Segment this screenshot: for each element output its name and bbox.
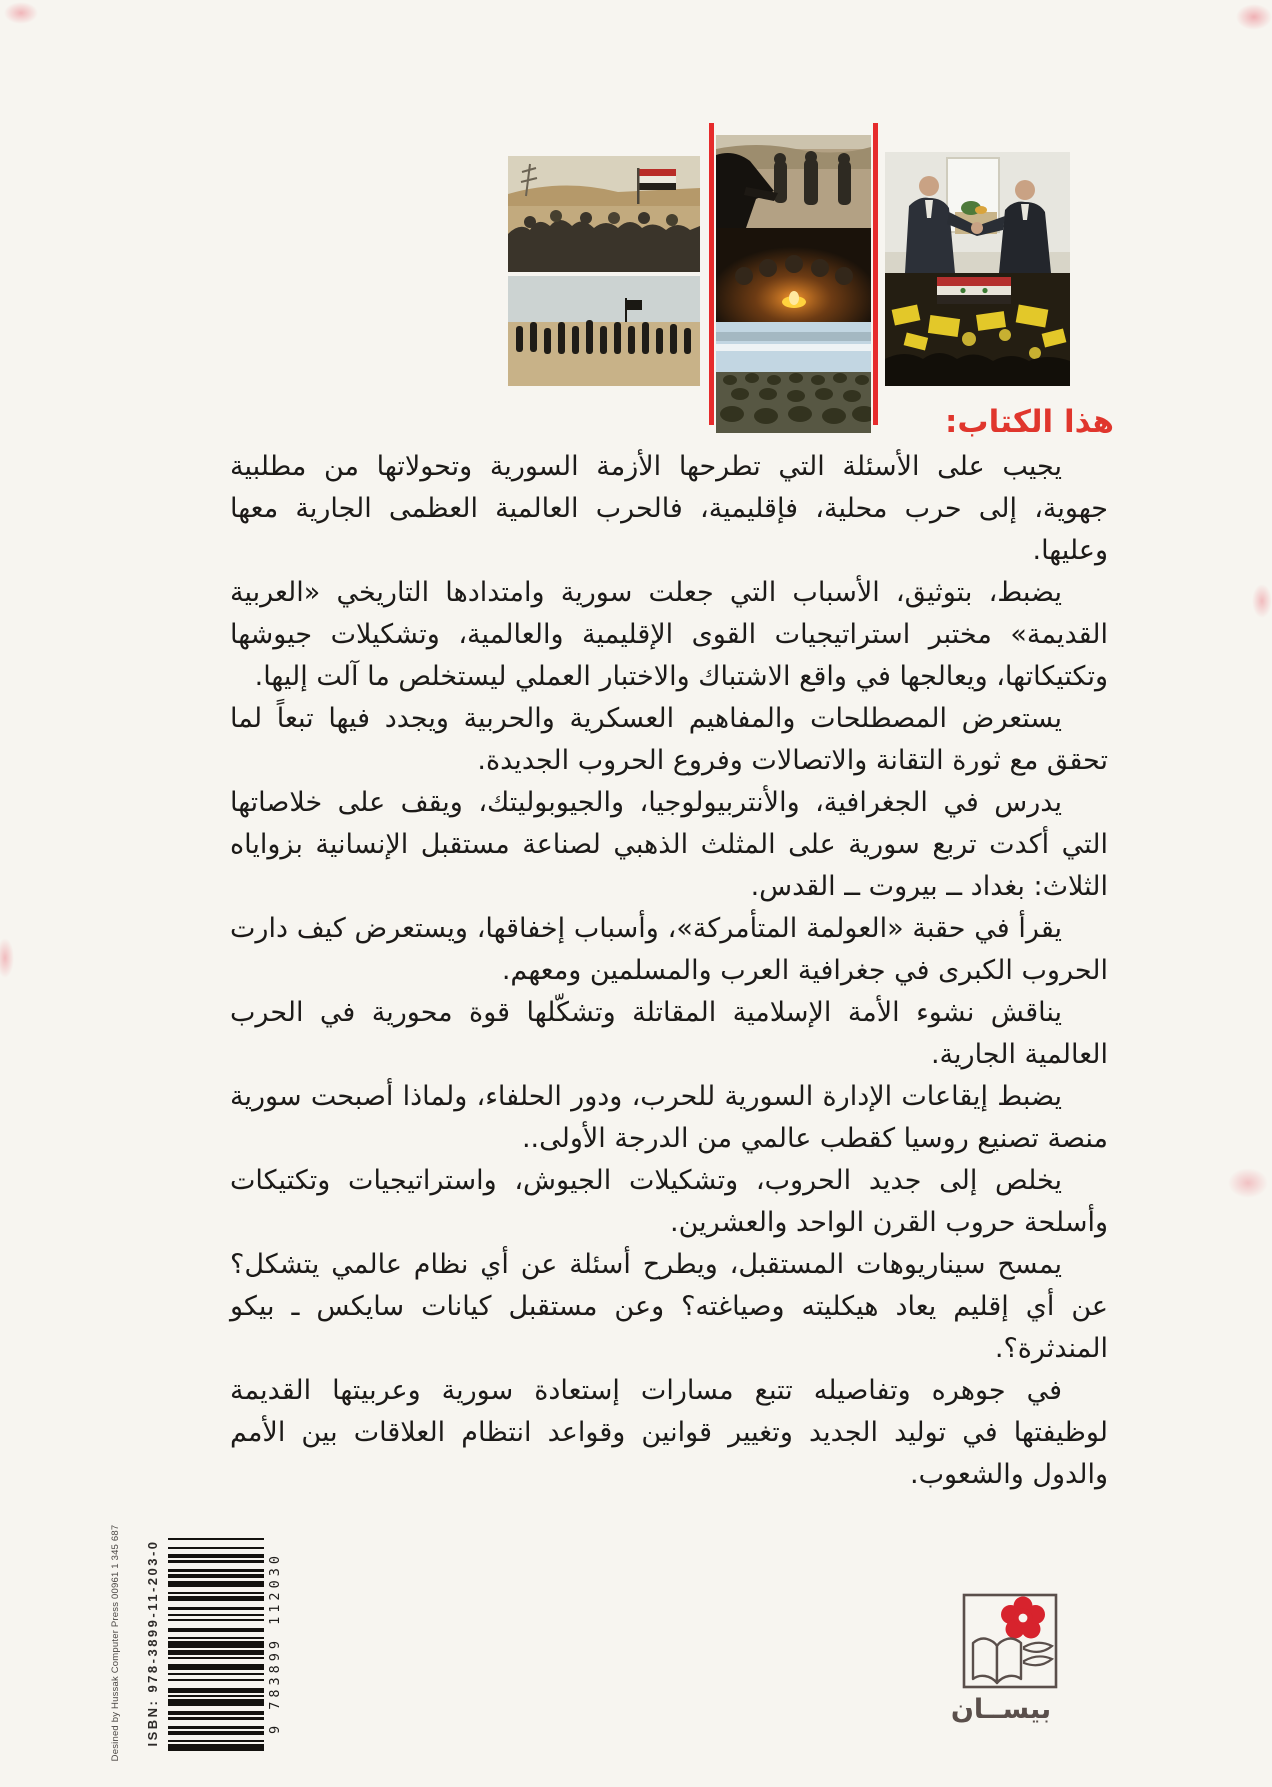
book-description-paragraph: يضبط إيقاعات الإدارة السورية للحرب، ودور الحلفاء، ولماذا أصبحت سورية منصة تصنيع روسيا كقطب عالمي من الدرجة الأولى.. [230,1081,1108,1154]
flower-icon [1001,1597,1045,1639]
book-description-paragraph: يناقش نشوء الأمة الإسلامية المقاتلة وتشكّلها قوة محورية في الحرب العالمية الجارية. [230,997,1108,1070]
national-flag-icon [937,277,1011,304]
army-formation-photo [716,322,871,433]
scan-smudge [1236,4,1272,30]
barcode-block [102,1508,302,1778]
designer-credit: Desined by Hussak Computer Press 00961 1 345 687 [110,1524,121,1762]
soldiers-field-photo [716,135,871,228]
book-description-paragraph: يستعرض المصطلحات والمفاهيم العسكرية والحربية ويجدد فيها تبعاً لما تحقق مع ثورة التقانة والاتصالات وفروع الحروب الجديدة. [230,703,1108,776]
red-divider-left [709,123,714,425]
book-description-paragraph: في جوهره وتفاصيله تتبع مسارات إستعادة سورية وعربيتها القديمة لوظيفتها في توليد الجديد وتغيير قوانين وقواعد انتظام العلاقات بين الأمم والدول والشعوب. [230,1375,1108,1490]
leaves-icon [1024,1643,1052,1666]
isbn-text: ISBN: 978-3899-11-203-0 [145,1539,160,1747]
scan-smudge [1228,1168,1268,1198]
book-description-paragraph: يخلص إلى جديد الحروب، وتشكيلات الجيوش، واستراتيجيات وتكتيكات وأسلحة حروب القرن الواحد والعشرين. [230,1165,1108,1238]
book-description-paragraph: يقرأ في حقبة «العولمة المتأمركة»، وأسباب إخفاقها، ويستعرض كيف دارت الحروب الكبرى في جغرافية العرب والمسلمين ومعهم. [230,913,1108,986]
book-description-paragraph: يجيب على الأسئلة التي تطرحها الأزمة السورية وتحولاتها من مطلبية جهوية، إلى حرب محلية، فإقليمية، فالحرب العالمية العظمى الجارية معها وعليها. [230,451,1108,566]
book-description-paragraph: يدرس في الجغرافية، والأنتربيولوجيا، والجيوبوليتك، ويقف على خلاصاتها التي أكدت تربع سورية على المثلث الذهبي لصناعة مستقبل الإنسانية بزواياه الثلاث: بغداد ــ بيروت ــ القدس. [230,787,1108,902]
scan-smudge [1252,584,1272,618]
red-divider-right [873,123,878,425]
militants-row-photo [508,276,700,386]
barcode-icon [168,1535,264,1751]
fighters-with-flag-photo [508,156,700,272]
open-book-icon [973,1639,1021,1684]
scan-smudge [0,938,14,978]
publisher-name: بيســان [950,1694,1052,1725]
publisher-logo [962,1591,1059,1690]
book-description-paragraph: يمسح سيناريوهات المستقبل، ويطرح أسئلة عن أي نظام عالمي يتشكل؟ عن أي إقليم يعاد هيكليته وصياغته؟ وعن مستقبل كيانات سايكس ـ بيكو المندثرة؟. [230,1249,1108,1364]
campfire-group-photo [716,228,871,322]
book-description-paragraph: يضبط، بتوثيق، الأسباب التي جعلت سورية وامتدادها التاريخي «العربية القديمة» مختبر استراتيجيات القوى الإقليمية والعالمية، وتشكيلات جيوشها وتكتيكاتها، ويعالجها في واقع الاشتباك والاختبار العملي ليستخلص ما آلت إليها. [230,577,1108,692]
barcode-digits: 9 783899 112030 [267,1552,283,1734]
section-title: هذا الكتاب: [945,404,1114,440]
scan-smudge [4,2,38,24]
book-description [230,446,1108,1496]
leaders-handshake-photo [885,152,1070,273]
crowd-flags-photo [885,273,1070,386]
